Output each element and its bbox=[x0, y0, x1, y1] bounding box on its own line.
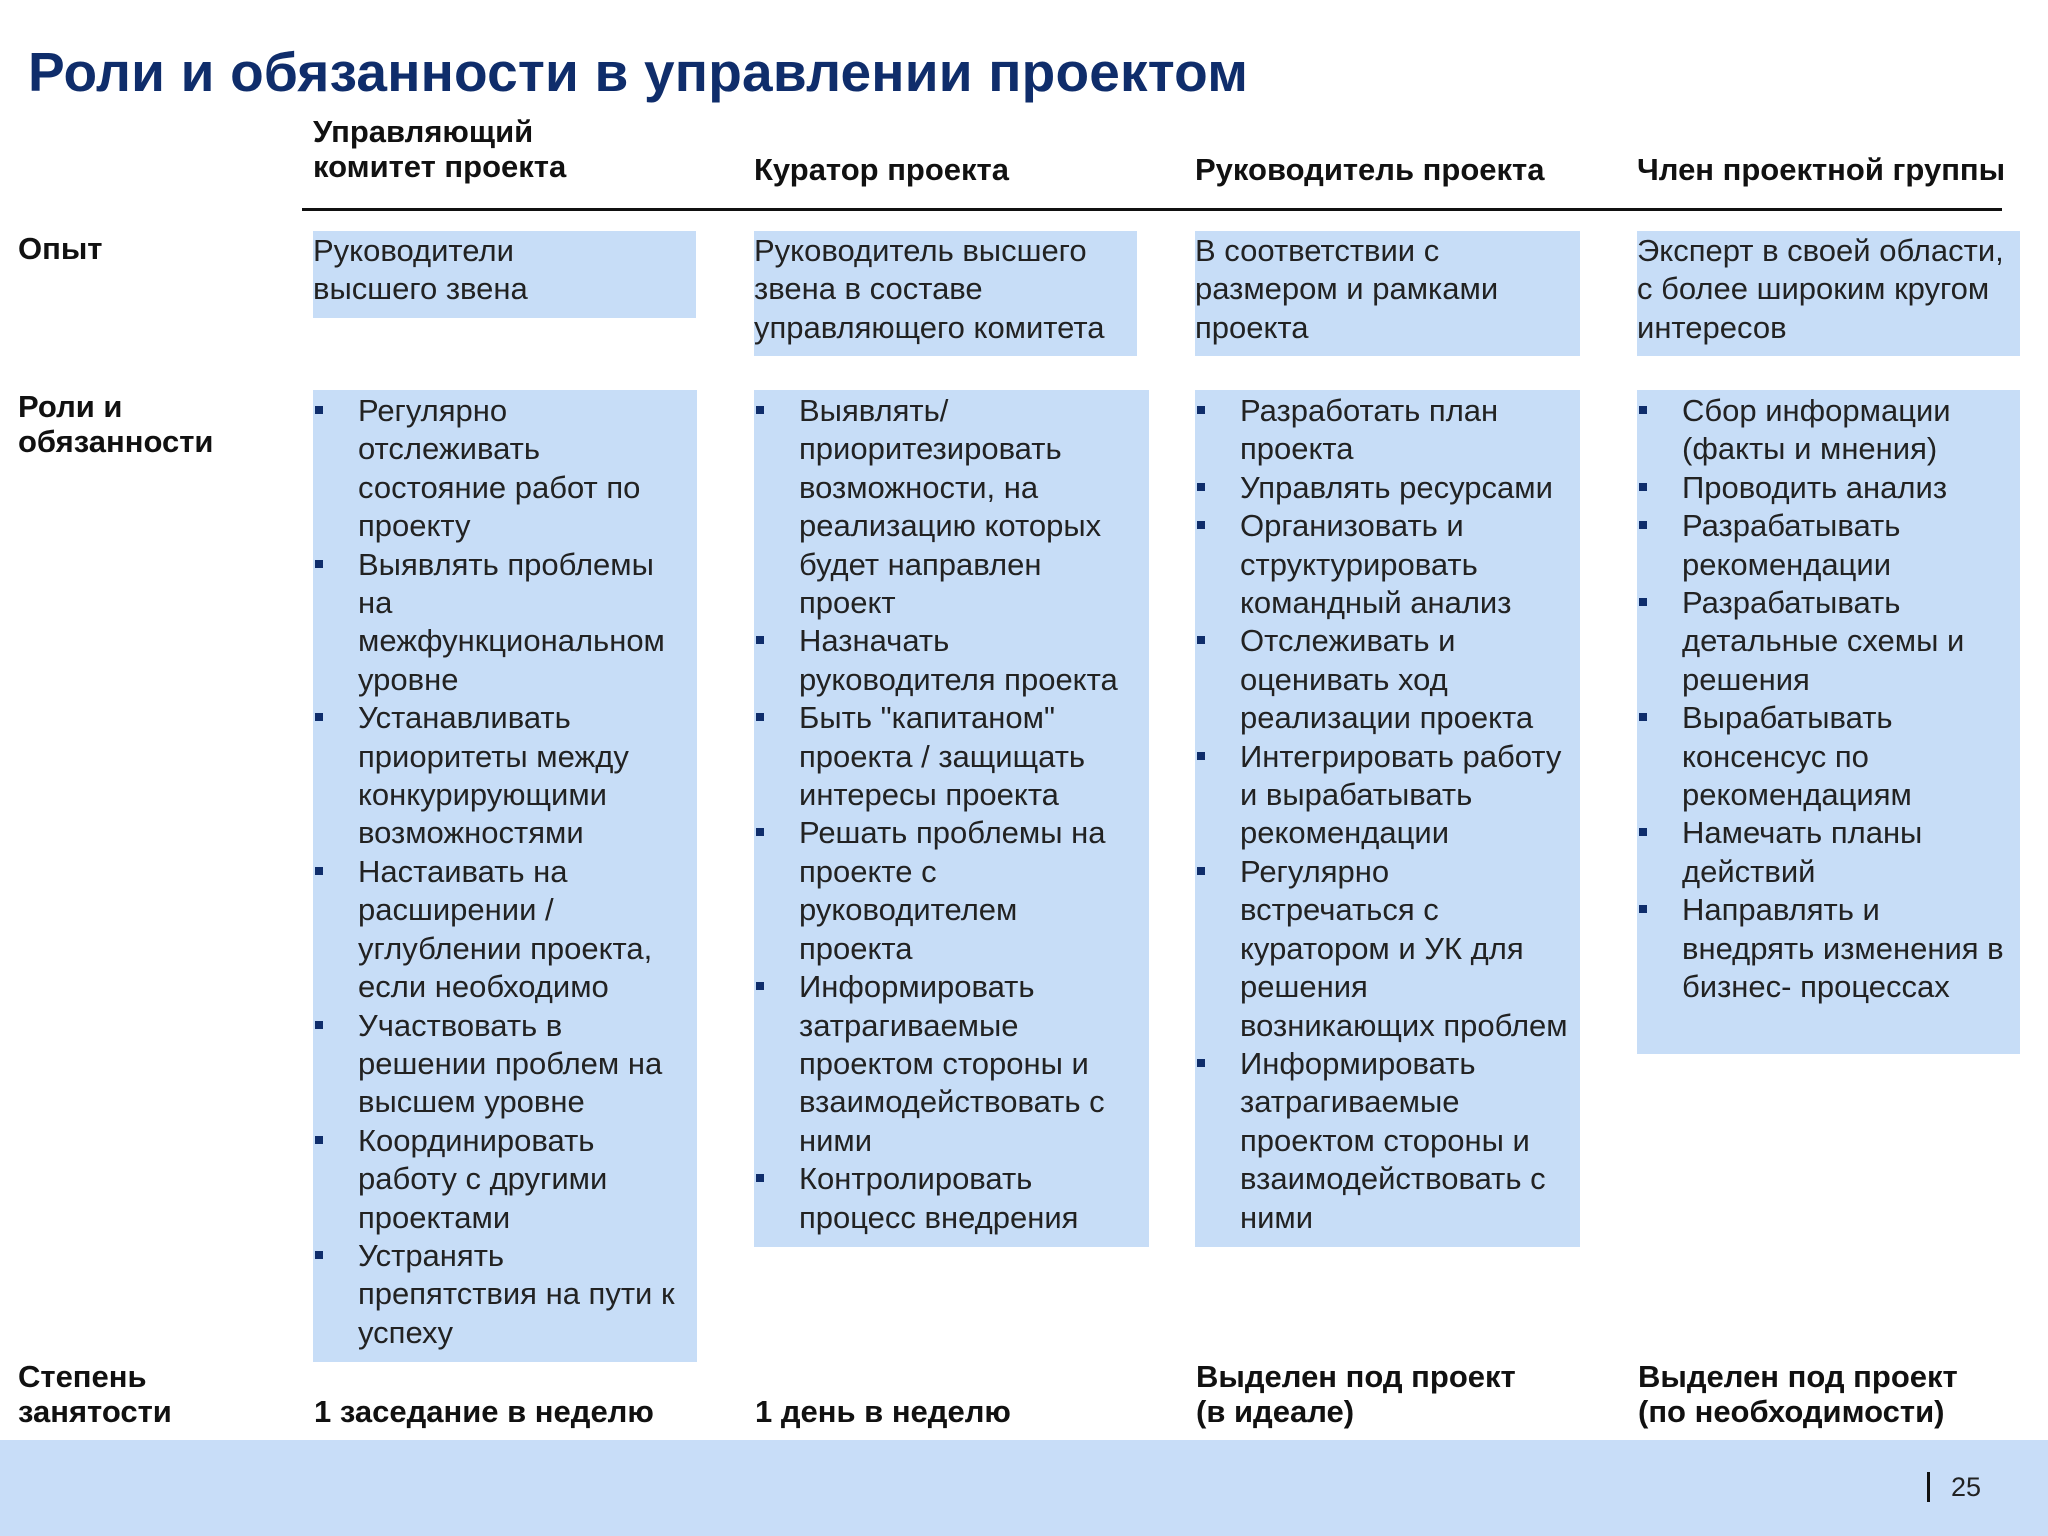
duty-item bbox=[313, 392, 675, 546]
load-text-sponsor: 1 день в неделю bbox=[755, 1394, 1011, 1429]
duty-text: Быть "капитаном" проекта / защищать интересы проекта bbox=[799, 700, 1086, 813]
duty-text: Участвовать в решении проблем на высшем уровне bbox=[358, 1007, 663, 1120]
duty-text: Намечать планы действий bbox=[1682, 815, 1923, 889]
duty-text: Проводить анализ bbox=[1682, 469, 1948, 505]
page-title: Роли и обязанности в управлении проектом bbox=[28, 41, 1249, 103]
bullet-icon bbox=[1197, 867, 1205, 875]
duties-list-sponsor bbox=[754, 392, 1118, 1237]
bullet-icon bbox=[315, 713, 323, 721]
bullet-icon bbox=[1197, 483, 1205, 491]
duty-text: Отслеживать и оценивать ход реализации проекта bbox=[1240, 623, 1534, 736]
bullet-icon bbox=[756, 636, 764, 644]
duty-item bbox=[313, 1237, 675, 1352]
bullet-icon bbox=[1639, 521, 1647, 529]
duty-item bbox=[1195, 392, 1568, 469]
duty-item bbox=[754, 699, 1118, 814]
bullet-icon bbox=[1639, 598, 1647, 606]
duty-text: Организовать и структурировать командный анализ bbox=[1240, 508, 1512, 621]
bullet-icon bbox=[1197, 521, 1205, 529]
bullet-icon bbox=[315, 1251, 323, 1259]
bullet-icon bbox=[1639, 828, 1647, 836]
duty-item bbox=[754, 622, 1118, 699]
bullet-icon bbox=[756, 1174, 764, 1182]
duty-item bbox=[1637, 814, 2004, 891]
duty-text: Разрабатывать детальные схемы и решения bbox=[1682, 585, 1965, 697]
duty-text: Разработать план проекта bbox=[1240, 393, 1499, 467]
column-header-team-member: Член проектной группы bbox=[1637, 152, 2006, 187]
duty-item bbox=[754, 814, 1118, 968]
duty-text: Вырабатывать консенсус по рекомендациям bbox=[1682, 700, 1912, 813]
duty-text: Контролировать процесс внедрения bbox=[799, 1161, 1079, 1235]
duty-text: Управлять ресурсами bbox=[1240, 469, 1553, 505]
experience-text-team-member: Эксперт в своей области, с более широким кругом интересов bbox=[1637, 233, 2004, 345]
duty-item bbox=[1637, 507, 2004, 584]
row-label-roles: Роли и обязанности bbox=[18, 389, 214, 459]
bullet-icon bbox=[1197, 406, 1205, 414]
bullet-icon bbox=[315, 867, 323, 875]
bullet-icon bbox=[756, 982, 764, 990]
load-text-steering-committee: 1 заседание в неделю bbox=[314, 1394, 654, 1429]
duty-text: Сбор информации (факты и мнения) bbox=[1682, 393, 1951, 467]
duty-item bbox=[754, 968, 1118, 1160]
bullet-icon bbox=[1197, 636, 1205, 644]
duty-text: Координировать работу с другими проектами bbox=[358, 1122, 608, 1235]
page-number-divider bbox=[1927, 1472, 1930, 1502]
column-header-sponsor: Куратор проекта bbox=[754, 152, 1009, 187]
bullet-icon bbox=[1639, 905, 1647, 913]
duty-text: Устранять препятствия на пути к успеху bbox=[358, 1237, 675, 1350]
duty-item bbox=[313, 699, 675, 853]
header-divider bbox=[302, 208, 2002, 211]
bullet-icon bbox=[756, 713, 764, 721]
row-label-experience: Опыт bbox=[18, 231, 103, 266]
bullet-icon bbox=[1197, 1059, 1205, 1067]
duty-item bbox=[313, 853, 675, 1007]
duty-text: Выявлять/ приоритезировать возможности, на реализацию которых будет направлен проект bbox=[799, 393, 1102, 621]
load-text-team-member: Выделен под проект (по необходимости) bbox=[1638, 1359, 1958, 1429]
bullet-icon bbox=[315, 406, 323, 414]
duty-text: Назначать руководителя проекта bbox=[799, 623, 1118, 697]
experience-text-steering-committee: Руководители высшего звена bbox=[313, 233, 528, 307]
row-label-load: Степень занятости bbox=[18, 1359, 172, 1429]
duty-item bbox=[313, 546, 675, 700]
duty-text: Настаивать на расширении / углублении проекта, если необходимо bbox=[358, 853, 653, 1005]
duty-item bbox=[1637, 584, 2004, 699]
duty-item bbox=[1195, 507, 1568, 622]
column-header-steering-committee: Управляющий комитет проекта bbox=[313, 114, 567, 184]
duty-item bbox=[1637, 699, 2004, 814]
duty-item bbox=[1195, 853, 1568, 1045]
duty-text: Направлять и внедрять изменения в бизнес- процессах bbox=[1682, 892, 2004, 1005]
duty-item bbox=[1195, 469, 1568, 507]
duty-item bbox=[754, 1160, 1118, 1237]
bullet-icon bbox=[315, 1136, 323, 1144]
page-number: 25 bbox=[1951, 1472, 1982, 1502]
duty-item bbox=[1637, 392, 2004, 469]
duties-list-team-member bbox=[1637, 392, 2004, 1007]
duties-list-steering-committee bbox=[313, 392, 675, 1352]
duty-item bbox=[313, 1007, 675, 1122]
duty-text: Устанавливать приоритеты между конкурирующими возможностями bbox=[358, 700, 629, 851]
duty-item bbox=[1195, 738, 1568, 853]
duty-text: Разрабатывать рекомендации bbox=[1682, 508, 1901, 582]
duty-text: Выявлять проблемы на межфункциональном уровне bbox=[358, 546, 665, 697]
duty-text: Регулярно встречаться с куратором и УК для решения возникающих проблем bbox=[1240, 853, 1568, 1043]
duty-text: Регулярно отслеживать состояние работ по проекту bbox=[358, 393, 641, 544]
duty-item bbox=[754, 392, 1118, 622]
column-header-project-manager: Руководитель проекта bbox=[1195, 152, 1545, 187]
duty-item bbox=[313, 1122, 675, 1237]
bullet-icon bbox=[1197, 752, 1205, 760]
duties-list-project-manager bbox=[1195, 392, 1568, 1237]
bullet-icon bbox=[315, 1021, 323, 1029]
duty-text: Информировать затрагиваемые проектом стороны и взаимодействовать с ними bbox=[1240, 1045, 1546, 1235]
load-text-project-manager: Выделен под проект (в идеале) bbox=[1196, 1359, 1516, 1429]
duty-item bbox=[1195, 1045, 1568, 1237]
bullet-icon bbox=[315, 560, 323, 568]
bullet-icon bbox=[1639, 483, 1647, 491]
duty-text: Информировать затрагиваемые проектом стороны и взаимодействовать с ними bbox=[799, 969, 1105, 1158]
duty-text: Интегрировать работу и вырабатывать рекомендации bbox=[1240, 738, 1562, 851]
experience-text-sponsor: Руководитель высшего звена в составе управляющего комитета bbox=[754, 233, 1105, 345]
duty-item bbox=[1195, 622, 1568, 737]
duty-item bbox=[1637, 891, 2004, 1006]
bullet-icon bbox=[756, 828, 764, 836]
bullet-icon bbox=[1639, 713, 1647, 721]
footer-band bbox=[0, 1440, 2048, 1536]
bullet-icon bbox=[756, 406, 764, 414]
duty-item bbox=[1637, 469, 2004, 507]
duty-text: Решать проблемы на проекте с руководителем проекта bbox=[799, 815, 1106, 966]
experience-text-project-manager: В соответствии с размером и рамками проекта bbox=[1195, 233, 1499, 345]
bullet-icon bbox=[1639, 406, 1647, 414]
